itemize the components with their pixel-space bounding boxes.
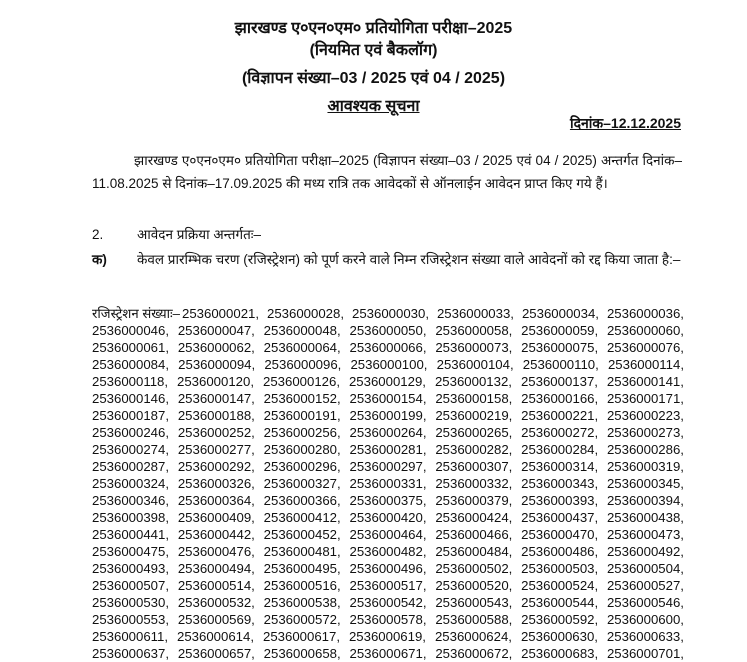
section-k-label: क) xyxy=(92,252,107,267)
registration-number: 2536000482, xyxy=(349,544,427,559)
registration-number: 2536000297, xyxy=(349,459,427,474)
registration-number: 2536000619, xyxy=(348,629,426,644)
registration-number: 2536000059, xyxy=(521,323,599,338)
registration-number: 2536000324, xyxy=(92,476,170,491)
registration-row xyxy=(92,407,684,424)
registration-number: 2536000075, xyxy=(521,340,599,355)
registration-number: 2536000420, xyxy=(349,510,427,525)
registration-number: 2536000137, xyxy=(520,374,598,389)
registration-number: 2536000141, xyxy=(606,374,684,389)
section-2-number: 2. xyxy=(92,227,104,242)
registration-row xyxy=(92,305,684,322)
registration-number: 2536000327, xyxy=(263,476,341,491)
registration-number: 2536000073, xyxy=(435,340,513,355)
registration-number: 2536000438, xyxy=(606,510,684,525)
registration-number: 2536000538, xyxy=(263,595,341,610)
registration-number: 2536000464, xyxy=(349,527,427,542)
registration-number: 2536000394, xyxy=(606,493,684,508)
registration-number: 2536000191, xyxy=(263,408,341,423)
registration-row xyxy=(92,322,684,339)
registration-row xyxy=(92,339,684,356)
registration-number: 2536000332, xyxy=(435,476,513,491)
registration-number: 2536000033, xyxy=(436,306,514,321)
registration-number: 2536000147, xyxy=(177,391,255,406)
registration-number: 2536000223, xyxy=(606,408,684,423)
section-k-text: केवल प्रारम्भिक चरण (रजिस्ट्रेशन) को पूर्ण करने वाले निम्न रजिस्ट्रेशन संख्या वाले आवेदनों को रद्द किया जाता है:– xyxy=(137,252,681,267)
registration-number: 2536000544, xyxy=(521,595,599,610)
registration-number: 2536000343, xyxy=(521,476,599,491)
registration-row xyxy=(92,458,684,475)
registration-number: 2536000379, xyxy=(435,493,513,508)
registration-number: 2536000021, xyxy=(182,306,260,321)
registration-number: 2536000437, xyxy=(521,510,599,525)
advertisement-number: (विज्ञापन संख्या–03 / 2025 एवं 04 / 2025) xyxy=(241,70,506,87)
registration-number: 2536000476, xyxy=(177,544,255,559)
registration-number: 2536000633, xyxy=(606,629,684,644)
registration-row xyxy=(92,645,684,662)
registration-number: 2536000110, xyxy=(522,357,599,372)
registration-number: 2536000442, xyxy=(177,527,255,542)
registration-number: 2536000412, xyxy=(263,510,341,525)
registration-number: 2536000286, xyxy=(606,442,684,457)
registration-number: 2536000671, xyxy=(349,646,427,661)
registration-number: 2536000572, xyxy=(263,612,341,627)
registration-number: 2536000264, xyxy=(349,425,427,440)
registration-number: 2536000280, xyxy=(263,442,341,457)
registration-number: 2536000132, xyxy=(434,374,512,389)
registration-number: 2536000542, xyxy=(349,595,427,610)
registration-number: 2536000199, xyxy=(349,408,427,423)
document-subtitle: (नियमित एवं बैकलॉग) xyxy=(309,42,438,59)
registration-number: 2536000046, xyxy=(92,323,170,338)
registration-row xyxy=(92,611,684,628)
registration-number: 2536000246, xyxy=(92,425,170,440)
registration-number: 2536000265, xyxy=(435,425,513,440)
registration-row xyxy=(92,526,684,543)
registration-number: 2536000592, xyxy=(521,612,599,627)
registration-prefix: रजिस्ट्रेशन संख्याः– xyxy=(92,306,181,321)
registration-number: 2536000120, xyxy=(177,374,255,389)
registration-number: 2536000492, xyxy=(606,544,684,559)
registration-number: 2536000292, xyxy=(177,459,255,474)
registration-number: 2536000284, xyxy=(521,442,599,457)
registration-number: 2536000064, xyxy=(263,340,341,355)
registration-number: 2536000466, xyxy=(435,527,513,542)
section-2-text: आवेदन प्रक्रिया अन्तर्गतः– xyxy=(137,227,262,242)
registration-number: 2536000331, xyxy=(349,476,427,491)
registration-number: 2536000366, xyxy=(263,493,341,508)
registration-number: 2536000282, xyxy=(435,442,513,457)
registration-number: 2536000048, xyxy=(263,323,341,338)
section-k xyxy=(92,249,682,272)
registration-number: 2536000314, xyxy=(521,459,599,474)
registration-number: 2536000611, xyxy=(92,629,169,644)
registration-number-list xyxy=(92,305,684,662)
registration-number: 2536000504, xyxy=(606,561,684,576)
registration-number: 2536000076, xyxy=(606,340,684,355)
registration-number: 2536000221, xyxy=(521,408,599,423)
registration-number: 2536000047, xyxy=(177,323,255,338)
registration-row xyxy=(92,509,684,526)
registration-number: 2536000319, xyxy=(606,459,684,474)
registration-number: 2536000532, xyxy=(177,595,255,610)
registration-number: 2536000272, xyxy=(521,425,599,440)
registration-number: 2536000630, xyxy=(520,629,598,644)
registration-number: 2536000096, xyxy=(264,357,342,372)
registration-number: 2536000084, xyxy=(92,357,170,372)
registration-number: 2536000701, xyxy=(606,646,684,661)
registration-number: 2536000060, xyxy=(606,323,684,338)
registration-number: 2536000152, xyxy=(263,391,341,406)
registration-first-cell xyxy=(92,305,259,322)
registration-number: 2536000287, xyxy=(92,459,170,474)
registration-number: 2536000345, xyxy=(606,476,684,491)
registration-number: 2536000058, xyxy=(435,323,513,338)
intro-paragraph: झारखण्ड ए०एन०एम० प्रतियोगिता परीक्षा–2025 (विज्ञापन संख्या–03 / 2025 एवं 04 / 2025) अन्तर्गत दिनांक–11.08.2025 से दिनांक–17.09.2025 की मध्य रात्रि तक आवेदकों से ऑनलाईन आवेदन प्राप्त किए गये हैं। xyxy=(92,153,682,191)
registration-number: 2536000118, xyxy=(92,374,169,389)
registration-number: 2536000277, xyxy=(177,442,255,457)
registration-number: 2536000658, xyxy=(263,646,341,661)
registration-number: 2536000481, xyxy=(263,544,341,559)
registration-number: 2536000126, xyxy=(262,374,340,389)
registration-number: 2536000028, xyxy=(267,306,345,321)
registration-number: 2536000375, xyxy=(349,493,427,508)
registration-number: 2536000296, xyxy=(263,459,341,474)
registration-row xyxy=(92,441,684,458)
registration-number: 2536000624, xyxy=(434,629,512,644)
registration-number: 2536000503, xyxy=(521,561,599,576)
registration-number: 2536000637, xyxy=(92,646,170,661)
registration-row xyxy=(92,356,684,373)
section-2 xyxy=(92,224,682,247)
registration-number: 2536000187, xyxy=(92,408,170,423)
registration-number: 2536000114, xyxy=(607,357,684,372)
registration-number: 2536000104, xyxy=(436,357,514,372)
registration-number: 2536000398, xyxy=(92,510,170,525)
registration-number: 2536000578, xyxy=(349,612,427,627)
registration-number: 2536000346, xyxy=(92,493,170,508)
registration-number: 2536000507, xyxy=(92,578,170,593)
registration-number: 2536000273, xyxy=(606,425,684,440)
registration-number: 2536000441, xyxy=(92,527,170,542)
registration-row xyxy=(92,492,684,509)
registration-number: 2536000050, xyxy=(349,323,427,338)
registration-number: 2536000614, xyxy=(177,629,255,644)
registration-number: 2536000274, xyxy=(92,442,170,457)
registration-number: 2536000569, xyxy=(177,612,255,627)
registration-number: 2536000030, xyxy=(351,306,429,321)
registration-number: 2536000588, xyxy=(435,612,513,627)
registration-number: 2536000452, xyxy=(263,527,341,542)
notice-date: दिनांक–12.12.2025 xyxy=(569,115,681,131)
registration-number: 2536000496, xyxy=(349,561,427,576)
registration-number: 2536000034, xyxy=(521,306,599,321)
registration-row xyxy=(92,475,684,492)
notice-heading: आवश्यक सूचना xyxy=(327,98,420,115)
registration-number: 2536000094, xyxy=(178,357,256,372)
registration-number: 2536000154, xyxy=(349,391,427,406)
registration-number: 2536000617, xyxy=(262,629,340,644)
registration-number: 2536000484, xyxy=(435,544,513,559)
registration-number: 2536000493, xyxy=(92,561,170,576)
registration-number: 2536000683, xyxy=(521,646,599,661)
registration-row xyxy=(92,373,684,390)
registration-number: 2536000036, xyxy=(606,306,684,321)
registration-number: 2536000166, xyxy=(521,391,599,406)
registration-number: 2536000061, xyxy=(92,340,170,355)
registration-row xyxy=(92,560,684,577)
registration-number: 2536000326, xyxy=(177,476,255,491)
registration-row xyxy=(92,424,684,441)
registration-number: 2536000495, xyxy=(263,561,341,576)
registration-number: 2536000393, xyxy=(521,493,599,508)
registration-number: 2536000307, xyxy=(435,459,513,474)
registration-number: 2536000514, xyxy=(177,578,255,593)
registration-number: 2536000520, xyxy=(435,578,513,593)
registration-number: 2536000475, xyxy=(92,544,170,559)
registration-number: 2536000256, xyxy=(263,425,341,440)
registration-row xyxy=(92,577,684,594)
registration-number: 2536000219, xyxy=(435,408,513,423)
registration-number: 2536000100, xyxy=(350,357,428,372)
document-title: झारखण्ड ए०एन०एम० प्रतियोगिता परीक्षा–2025 xyxy=(234,20,513,37)
registration-number: 2536000364, xyxy=(177,493,255,508)
registration-number: 2536000424, xyxy=(435,510,513,525)
registration-number: 2536000657, xyxy=(177,646,255,661)
registration-number: 2536000546, xyxy=(606,595,684,610)
registration-number: 2536000129, xyxy=(348,374,426,389)
registration-number: 2536000516, xyxy=(263,578,341,593)
registration-number: 2536000409, xyxy=(177,510,255,525)
registration-number: 2536000486, xyxy=(521,544,599,559)
registration-number: 2536000171, xyxy=(606,391,684,406)
registration-number: 2536000066, xyxy=(349,340,427,355)
registration-row xyxy=(92,543,684,560)
registration-number: 2536000473, xyxy=(606,527,684,542)
registration-number: 2536000543, xyxy=(435,595,513,610)
registration-number: 2536000158, xyxy=(435,391,513,406)
registration-number: 2536000062, xyxy=(177,340,255,355)
registration-row xyxy=(92,628,684,645)
registration-number: 2536000494, xyxy=(177,561,255,576)
registration-row xyxy=(92,594,684,611)
registration-number: 2536000281, xyxy=(349,442,427,457)
registration-number: 2536000502, xyxy=(435,561,513,576)
registration-number: 2536000524, xyxy=(521,578,599,593)
registration-number: 2536000188, xyxy=(177,408,255,423)
registration-row xyxy=(92,390,684,407)
registration-number: 2536000553, xyxy=(92,612,170,627)
registration-number: 2536000517, xyxy=(349,578,427,593)
registration-number: 2536000146, xyxy=(92,391,170,406)
registration-number: 2536000530, xyxy=(92,595,170,610)
registration-number: 2536000527, xyxy=(606,578,684,593)
registration-number: 2536000600, xyxy=(606,612,684,627)
registration-number: 2536000672, xyxy=(435,646,513,661)
registration-number: 2536000252, xyxy=(177,425,255,440)
registration-number: 2536000470, xyxy=(521,527,599,542)
